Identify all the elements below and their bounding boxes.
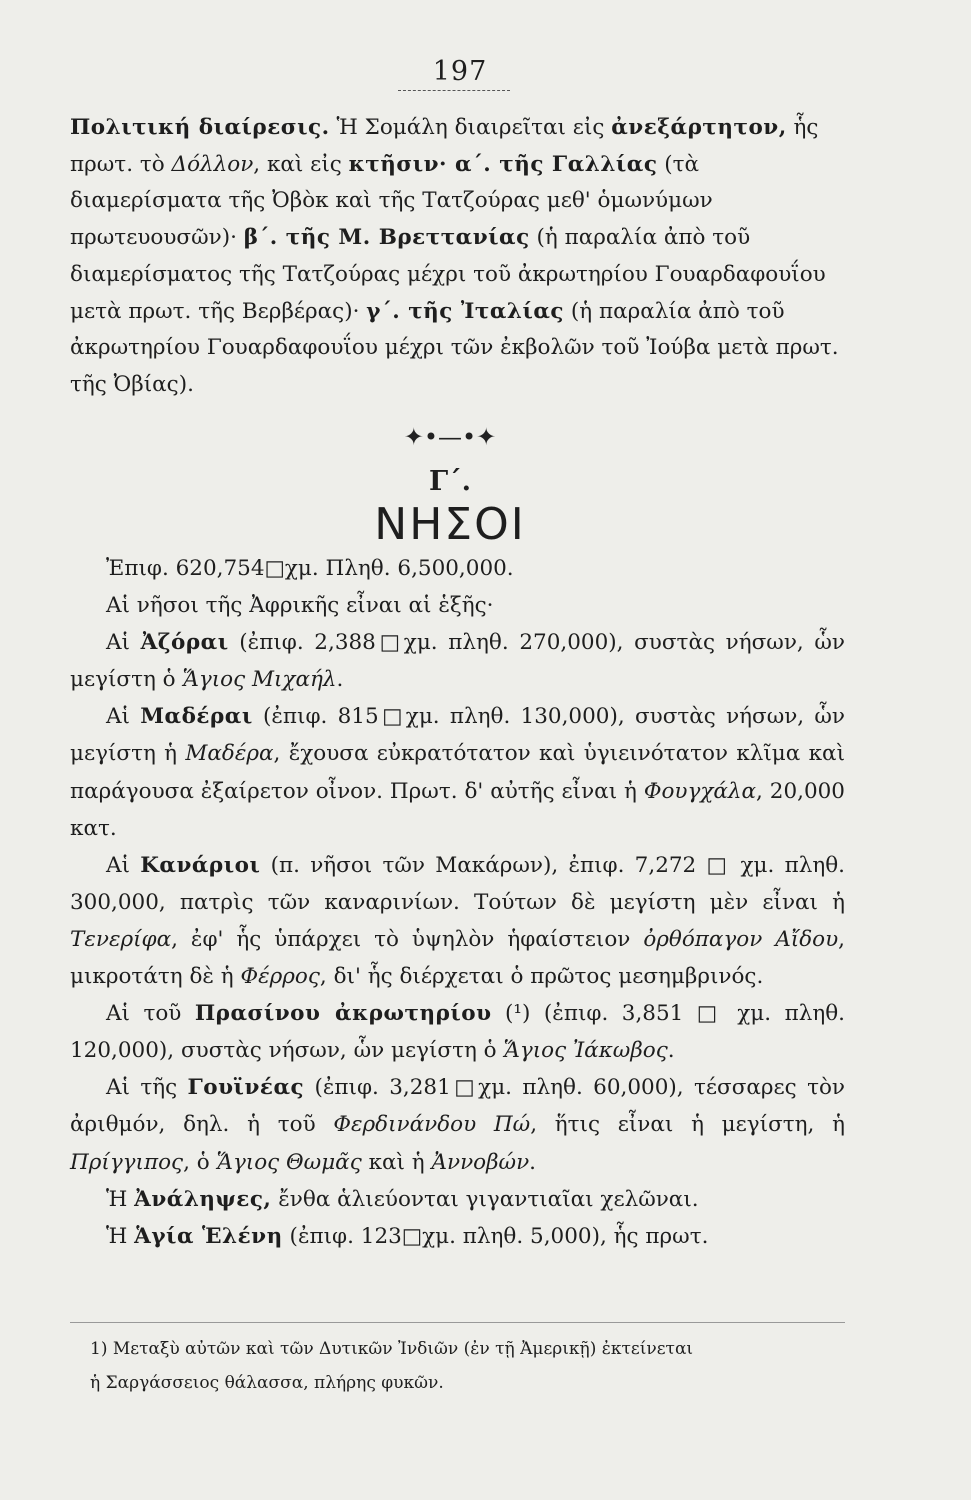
- text: .: [336, 667, 344, 693]
- text: , 20,000 κατ.: [70, 778, 845, 841]
- bold-britain: β΄. τῆς Μ. Βρεττανίας: [243, 225, 530, 251]
- text: , ἔχουσα εὐκρατότατον καὶ ὑγιεινότατον κλῖμα καὶ παράγουσα ἐξαίρετον οἶνον. Πρωτ. δ' αὐτῆς εἶναι ἡ: [70, 741, 845, 804]
- bold-madeira: Μαδέραι: [140, 704, 253, 730]
- text: Αἱ: [106, 852, 141, 878]
- text: Αἱ τοῦ: [106, 1001, 195, 1027]
- footnote-line-1: 1) Μεταξὺ αὐτῶν καὶ τῶν Δυτικῶν Ἰνδιῶν (ἐν τῇ Ἀμερικῇ) ἐκτείνεται: [90, 1339, 694, 1359]
- bold-cape-verde: Πρασίνου ἀκρωτηρίου: [194, 1001, 492, 1027]
- paragraph-saint-helena: [70, 1218, 845, 1255]
- page-number-rule: [398, 90, 510, 91]
- text: , δι' ἧς διέρχεται ὁ πρῶτος μεσημβρινός.: [319, 964, 764, 990]
- italic-ferro: Φέρρος: [240, 964, 320, 990]
- footnote: [90, 1332, 850, 1400]
- italic-annobon: Ἀννοβών: [431, 1149, 530, 1175]
- bold-italy: γ΄. τῆς Ἰταλίας: [366, 298, 565, 324]
- text: , καὶ εἰς: [253, 151, 349, 177]
- italic-dollon: Δόλλον: [171, 151, 254, 177]
- bold-saint-helena: Ἁγία Ἑλένη: [134, 1223, 283, 1249]
- text: , ἥτις εἶναι ἡ μεγίστη, ἡ: [530, 1112, 845, 1138]
- text: (ἐπιφ. 815□χμ. πληθ. 130,000), συστὰς νήσων, ὧν μεγίστη ἡ: [70, 704, 845, 767]
- italic-tenerife: Τενερίφα: [70, 926, 172, 952]
- bold-guinea: Γουϊνέας: [187, 1075, 305, 1101]
- bold-canaries: Κανάριοι: [140, 852, 261, 878]
- bold-independent: ἀνεξάρτητον,: [611, 115, 787, 140]
- bold-france: κτῆσιν· α΄. τῆς Γαλλίας: [348, 151, 658, 177]
- paragraph-political-division: [70, 110, 845, 404]
- text: ἧς πρωτ. τὸ: [70, 115, 819, 177]
- italic-sao-tome: Ἅγιος Θωμᾶς: [216, 1149, 362, 1175]
- text: Αἱ: [106, 630, 141, 656]
- italic-fernando-po: Φερδινάνδου Πώ: [333, 1112, 531, 1138]
- section-title: ΝΗΣΟΙ: [374, 499, 526, 550]
- heading-political-division: Πολιτική διαίρεσις.: [70, 115, 330, 140]
- footnote-marker: (¹): [491, 1001, 531, 1027]
- italic-saint-michael: Ἅγιος Μιχαήλ: [182, 667, 337, 693]
- text: Ἡ: [106, 1186, 135, 1212]
- text: Αἱ: [106, 704, 141, 730]
- text: (ἐπιφ. 2,388□χμ. πληθ. 270,000), συστὰς νήσων, ὧν μεγίστη ὁ: [70, 630, 845, 693]
- footnote-line-2: ἡ Σαργάσσειος θάλασσα, πλήρης φυκῶν.: [90, 1373, 444, 1393]
- page-number: 197: [432, 56, 488, 87]
- text: Αἱ τῆς: [106, 1075, 188, 1101]
- section-letter: Γ΄.: [428, 466, 472, 497]
- italic-principe: Πρίγγιπος: [70, 1149, 184, 1175]
- text: , ὁ: [183, 1149, 217, 1175]
- paragraph-madeira: [70, 698, 845, 846]
- italic-saint-james: Ἅγιος Ἰάκωβος: [503, 1038, 668, 1064]
- text: (π. νῆσοι τῶν Μακάρων), ἐπιφ. 7,272 □ χμ. πληθ. 300,000, πατρὶς τῶν καναρινίων. Τούτων δὲ μεγίστη μὲν εἶναι ἡ: [70, 852, 845, 915]
- text: , ἐφ' ἧς ὑπάρχει τὸ ὑψηλὸν ἡφαίστειον: [171, 926, 644, 952]
- bold-ascension: Ἀνάληψες,: [134, 1186, 272, 1212]
- text: Ἡ: [106, 1223, 135, 1249]
- section-ornament: ✦•—•✦: [403, 423, 497, 451]
- paragraph-guinea: [70, 1069, 845, 1180]
- text: (τὰ διαμερίσματα τῆς Ὀβὸκ καὶ τῆς Τατζούρας μεθ' ὁμωνύμων πρωτευουσῶν)·: [70, 151, 713, 251]
- paragraph-canaries: [70, 847, 845, 995]
- text: .: [667, 1038, 675, 1064]
- footnote-divider: [70, 1322, 845, 1323]
- text: καὶ ἡ: [361, 1149, 432, 1175]
- italic-volcano: ὀρθόπαγον Αἴδου: [643, 926, 839, 952]
- text: (ἐπιφ. 123□χμ. πληθ. 5,000), ἧς πρωτ.: [282, 1223, 709, 1249]
- paragraph-cape-verde: [70, 995, 845, 1069]
- text: , μικροτάτη δὲ ἡ: [70, 926, 846, 990]
- text: Ἡ Σομάλη διαιρεῖται εἰς: [329, 115, 612, 140]
- bold-azores: Ἀζόραι: [140, 630, 229, 656]
- text: (ἐπιφ. 3,851 □ χμ. πληθ. 120,000), συστὰς νήσων, ὧν μεγίστη ὁ: [70, 1001, 845, 1064]
- text: ἔνθα ἁλιεύονται γιγαντιαῖαι χελῶναι.: [271, 1186, 699, 1212]
- text: (ἡ παραλία ἀπὸ τοῦ ἀκρωτηρίου Γουαρδαφουΐου μέχρι τῶν ἐκβολῶν τοῦ Ἰούβα μετὰ πρωτ. τῆς Ὀβίας).: [70, 298, 839, 397]
- paragraph-azores: [70, 624, 845, 698]
- text: .: [529, 1149, 537, 1175]
- italic-madeira: Μαδέρα: [185, 741, 274, 767]
- islands-section-body: [70, 550, 845, 1255]
- paragraph-ascension: [70, 1181, 845, 1218]
- islands-intro: Αἱ νῆσοι τῆς Ἀφρικῆς εἶναι αἱ ἑξῆς·: [106, 593, 494, 619]
- text: (ἐπιφ. 3,281□χμ. πληθ. 60,000), τέσσαρες τὸν ἀριθμόν, δηλ. ἡ τοῦ: [70, 1075, 845, 1138]
- islands-stats: Ἐπιφ. 620,754□χμ. Πληθ. 6,500,000.: [106, 556, 514, 581]
- text: (ἡ παραλία ἀπὸ τοῦ διαμερίσματος τῆς Τατζούρας μέχρι τοῦ ἀκρωτηρίου Γουαρδαφουΐου μετὰ πρωτ. τῆς Βερβέρας)·: [70, 225, 826, 324]
- italic-funchal: Φουγχάλα: [643, 778, 757, 804]
